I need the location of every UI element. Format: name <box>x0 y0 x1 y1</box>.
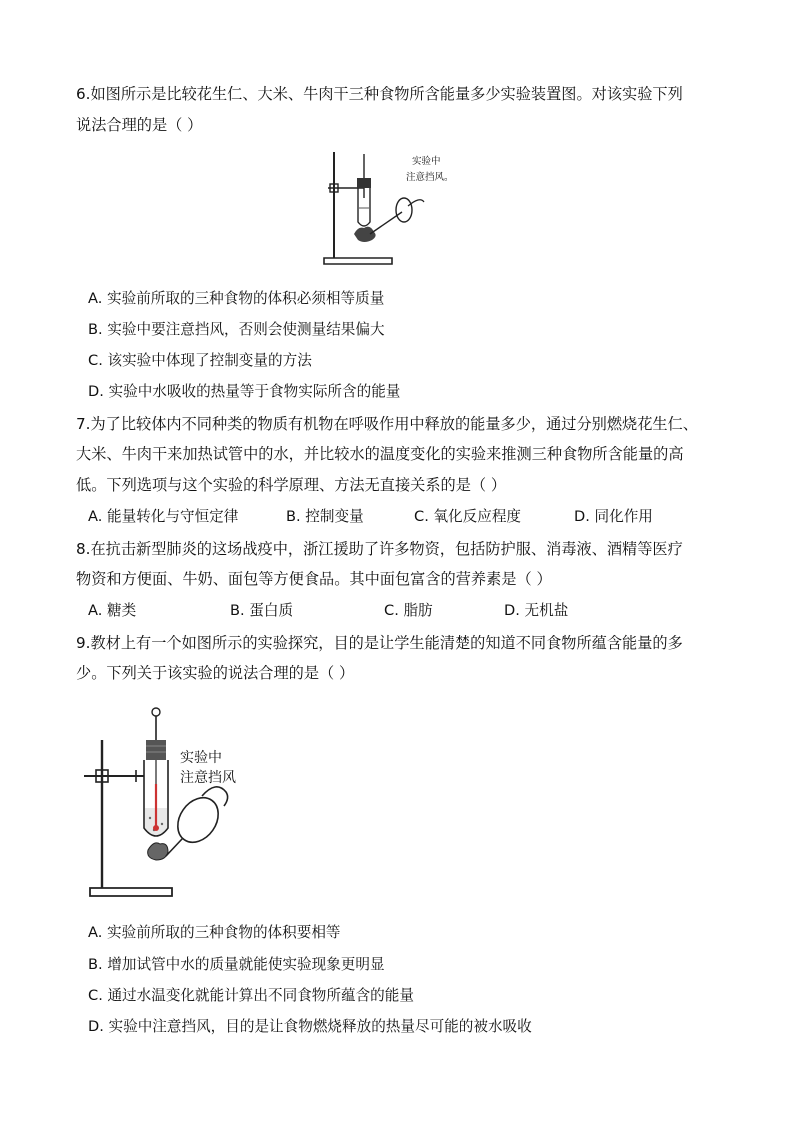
q6-stem-line2: 说法合理的是（ ） <box>76 116 203 134</box>
q7-stem-line2: 大米、牛肉干来加热试管中的水，并比较水的温度变化的实验来推测三种食物所含能量的高 <box>76 445 684 463</box>
q6-option-b: B. 实验中要注意挡风，否则会使测量结果偏大 <box>88 321 385 338</box>
q9-figure-label-line2: 注意挡风 <box>180 770 236 786</box>
q7-option-a: A. 能量转化与守恒定律 <box>88 508 239 525</box>
q6-option-c: C. 该实验中体现了控制变量的方法 <box>88 352 312 369</box>
q7-stem-line3: 低。下列选项与这个实验的科学原理、方法无直接关系的是（ ） <box>76 476 507 494</box>
q9-option-c: C. 通过水温变化就能计算出不同食物所蕴含的能量 <box>88 987 414 1004</box>
q6-option-a: A. 实验前所取的三种食物的体积必须相等质量 <box>88 290 385 307</box>
q6-figure-label-line2: 注意挡风。 <box>406 172 454 183</box>
q9-option-a: A. 实验前所取的三种食物的体积要相等 <box>88 924 341 941</box>
q9-stem-line1: 9.教材上有一个如图所示的实验探究，目的是让学生能清楚的知道不同食物所蕴含能量的多 <box>76 634 683 652</box>
q9-apparatus-figure <box>84 700 264 906</box>
q6-figure-label-line1: 实验中 <box>412 156 441 167</box>
q6-option-d: D. 实验中水吸收的热量等于食物实际所含的能量 <box>88 383 401 400</box>
q9-stem-line2: 少。下列关于该实验的说法合理的是（ ） <box>76 664 355 682</box>
q9-option-b: B. 增加试管中水的质量就能使实验现象更明显 <box>88 956 385 973</box>
q7-option-b: B. 控制变量 <box>286 508 364 525</box>
q7-option-c: C. 氧化反应程度 <box>414 508 522 525</box>
q7-option-d: D. 同化作用 <box>574 508 653 525</box>
q8-option-b: B. 蛋白质 <box>230 602 294 619</box>
q6-stem-line1: 6.如图所示是比较花生仁、大米、牛肉干三种食物所含能量多少实验装置图。对该实验下列 <box>76 85 683 103</box>
q9-option-d: D. 实验中注意挡风，目的是让食物燃烧释放的热量尽可能的被水吸收 <box>88 1018 532 1035</box>
q8-option-d: D. 无机盐 <box>504 602 569 619</box>
q8-stem-line1: 8.在抗击新型肺炎的这场战疫中，浙江援助了许多物资，包括防护服、消毒液、酒精等医疗 <box>76 540 683 558</box>
q9-figure-label-line1: 实验中 <box>180 750 222 766</box>
q8-option-a: A. 糖类 <box>88 602 137 619</box>
q8-stem-line2: 物资和方便面、牛奶、面包等方便食品。其中面包富含的营养素是（ ） <box>76 570 552 588</box>
q8-option-c: C. 脂肪 <box>384 602 433 619</box>
q7-stem-line1: 7.为了比较体内不同种类的物质有机物在呼吸作用中释放的能量多少，通过分别燃烧花生仁、 <box>76 415 698 433</box>
q6-apparatus-figure <box>318 148 478 270</box>
